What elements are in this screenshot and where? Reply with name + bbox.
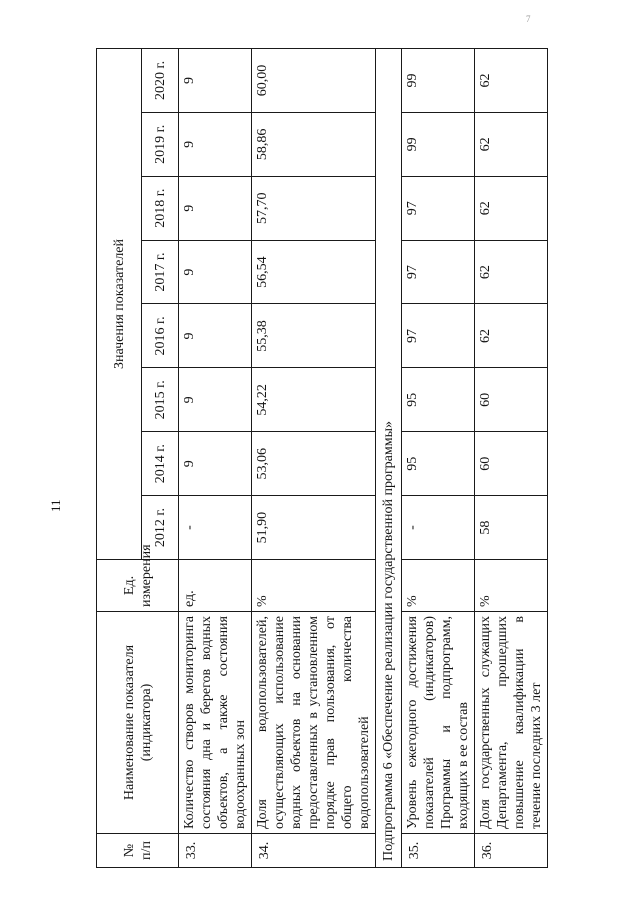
value-cell: 99 (402, 49, 475, 113)
value-cell: 60 (475, 432, 548, 496)
unit-cell: % (402, 560, 475, 612)
indicator-name: Уровень ежегодного достижения показателей (индикаторов) Программы и подпрограмм, входящих в ее состав (402, 612, 475, 834)
value-cell: 9 (179, 432, 252, 496)
value-cell: 97 (402, 176, 475, 240)
unit-cell: ед. (179, 560, 252, 612)
value-cell: 60 (475, 368, 548, 432)
value-cell: 97 (402, 240, 475, 304)
header-values-group: Значения показателей (97, 49, 142, 560)
value-cell: 9 (179, 368, 252, 432)
value-cell: 62 (475, 240, 548, 304)
indicator-name: Количество створов мониторинга состояния дна и берегов водных объектов, а также состояния водоохранных зон (179, 612, 252, 834)
value-cell: 99 (402, 112, 475, 176)
rows-group-a (179, 49, 376, 868)
value-cell: 9 (179, 176, 252, 240)
corner-mark: 7 (526, 14, 531, 24)
table-row (475, 49, 548, 868)
value-cell: 62 (475, 112, 548, 176)
subprogram-heading: Подпрограмма 6 «Обеспечение реализации государственной программы» (376, 49, 402, 868)
indicator-name: Доля государственных служащих Департамента, прошедших повышение квалификации в течение последних 3 лет (475, 612, 548, 834)
row-number: 34. (252, 834, 376, 868)
value-cell: 62 (475, 304, 548, 368)
header-year: 2019 г. (142, 112, 179, 176)
header-year: 2014 г. (142, 432, 179, 496)
value-cell: 9 (179, 49, 252, 113)
table-row (179, 49, 252, 868)
value-cell: - (402, 496, 475, 560)
value-cell: 53,06 (252, 432, 376, 496)
value-cell: 9 (179, 112, 252, 176)
value-cell: 95 (402, 432, 475, 496)
unit-cell: % (475, 560, 548, 612)
header-year: 2017 г. (142, 240, 179, 304)
header-year: 2020 г. (142, 49, 179, 113)
header-year: 2018 г. (142, 176, 179, 240)
value-cell: 62 (475, 176, 548, 240)
value-cell: 62 (475, 49, 548, 113)
header-name: Наименование показателя (индикатора) (97, 612, 179, 834)
value-cell: - (179, 496, 252, 560)
unit-cell: % (252, 560, 376, 612)
value-cell: 58,86 (252, 112, 376, 176)
value-cell: 60,00 (252, 49, 376, 113)
rows-group-b (402, 49, 548, 868)
indicator-table (96, 48, 548, 868)
value-cell: 58 (475, 496, 548, 560)
value-cell: 51,90 (252, 496, 376, 560)
value-cell: 97 (402, 304, 475, 368)
value-cell: 57,70 (252, 176, 376, 240)
value-cell: 54,22 (252, 368, 376, 432)
value-cell: 9 (179, 304, 252, 368)
row-number: 33. (179, 834, 252, 868)
indicator-table-rotated (96, 48, 544, 868)
value-cell: 9 (179, 240, 252, 304)
table-row (402, 49, 475, 868)
value-cell: 95 (402, 368, 475, 432)
row-number: 35. (402, 834, 475, 868)
table-row (252, 49, 376, 868)
indicator-name: Доля водопользователей, осуществляющих использование водных объектов на основании предоставленных в установленном порядке прав пользования, от общего количества водопользователей (252, 612, 376, 834)
value-cell: 55,38 (252, 304, 376, 368)
page-number: 11 (48, 499, 63, 512)
value-cell: 56,54 (252, 240, 376, 304)
header-year: 2016 г. (142, 304, 179, 368)
header-year: 2015 г. (142, 368, 179, 432)
row-number: 36. (475, 834, 548, 868)
header-num: № п/п (97, 834, 179, 868)
header-year: 2012 г. (142, 496, 179, 560)
header-unit: Ед. измерения (97, 560, 179, 612)
